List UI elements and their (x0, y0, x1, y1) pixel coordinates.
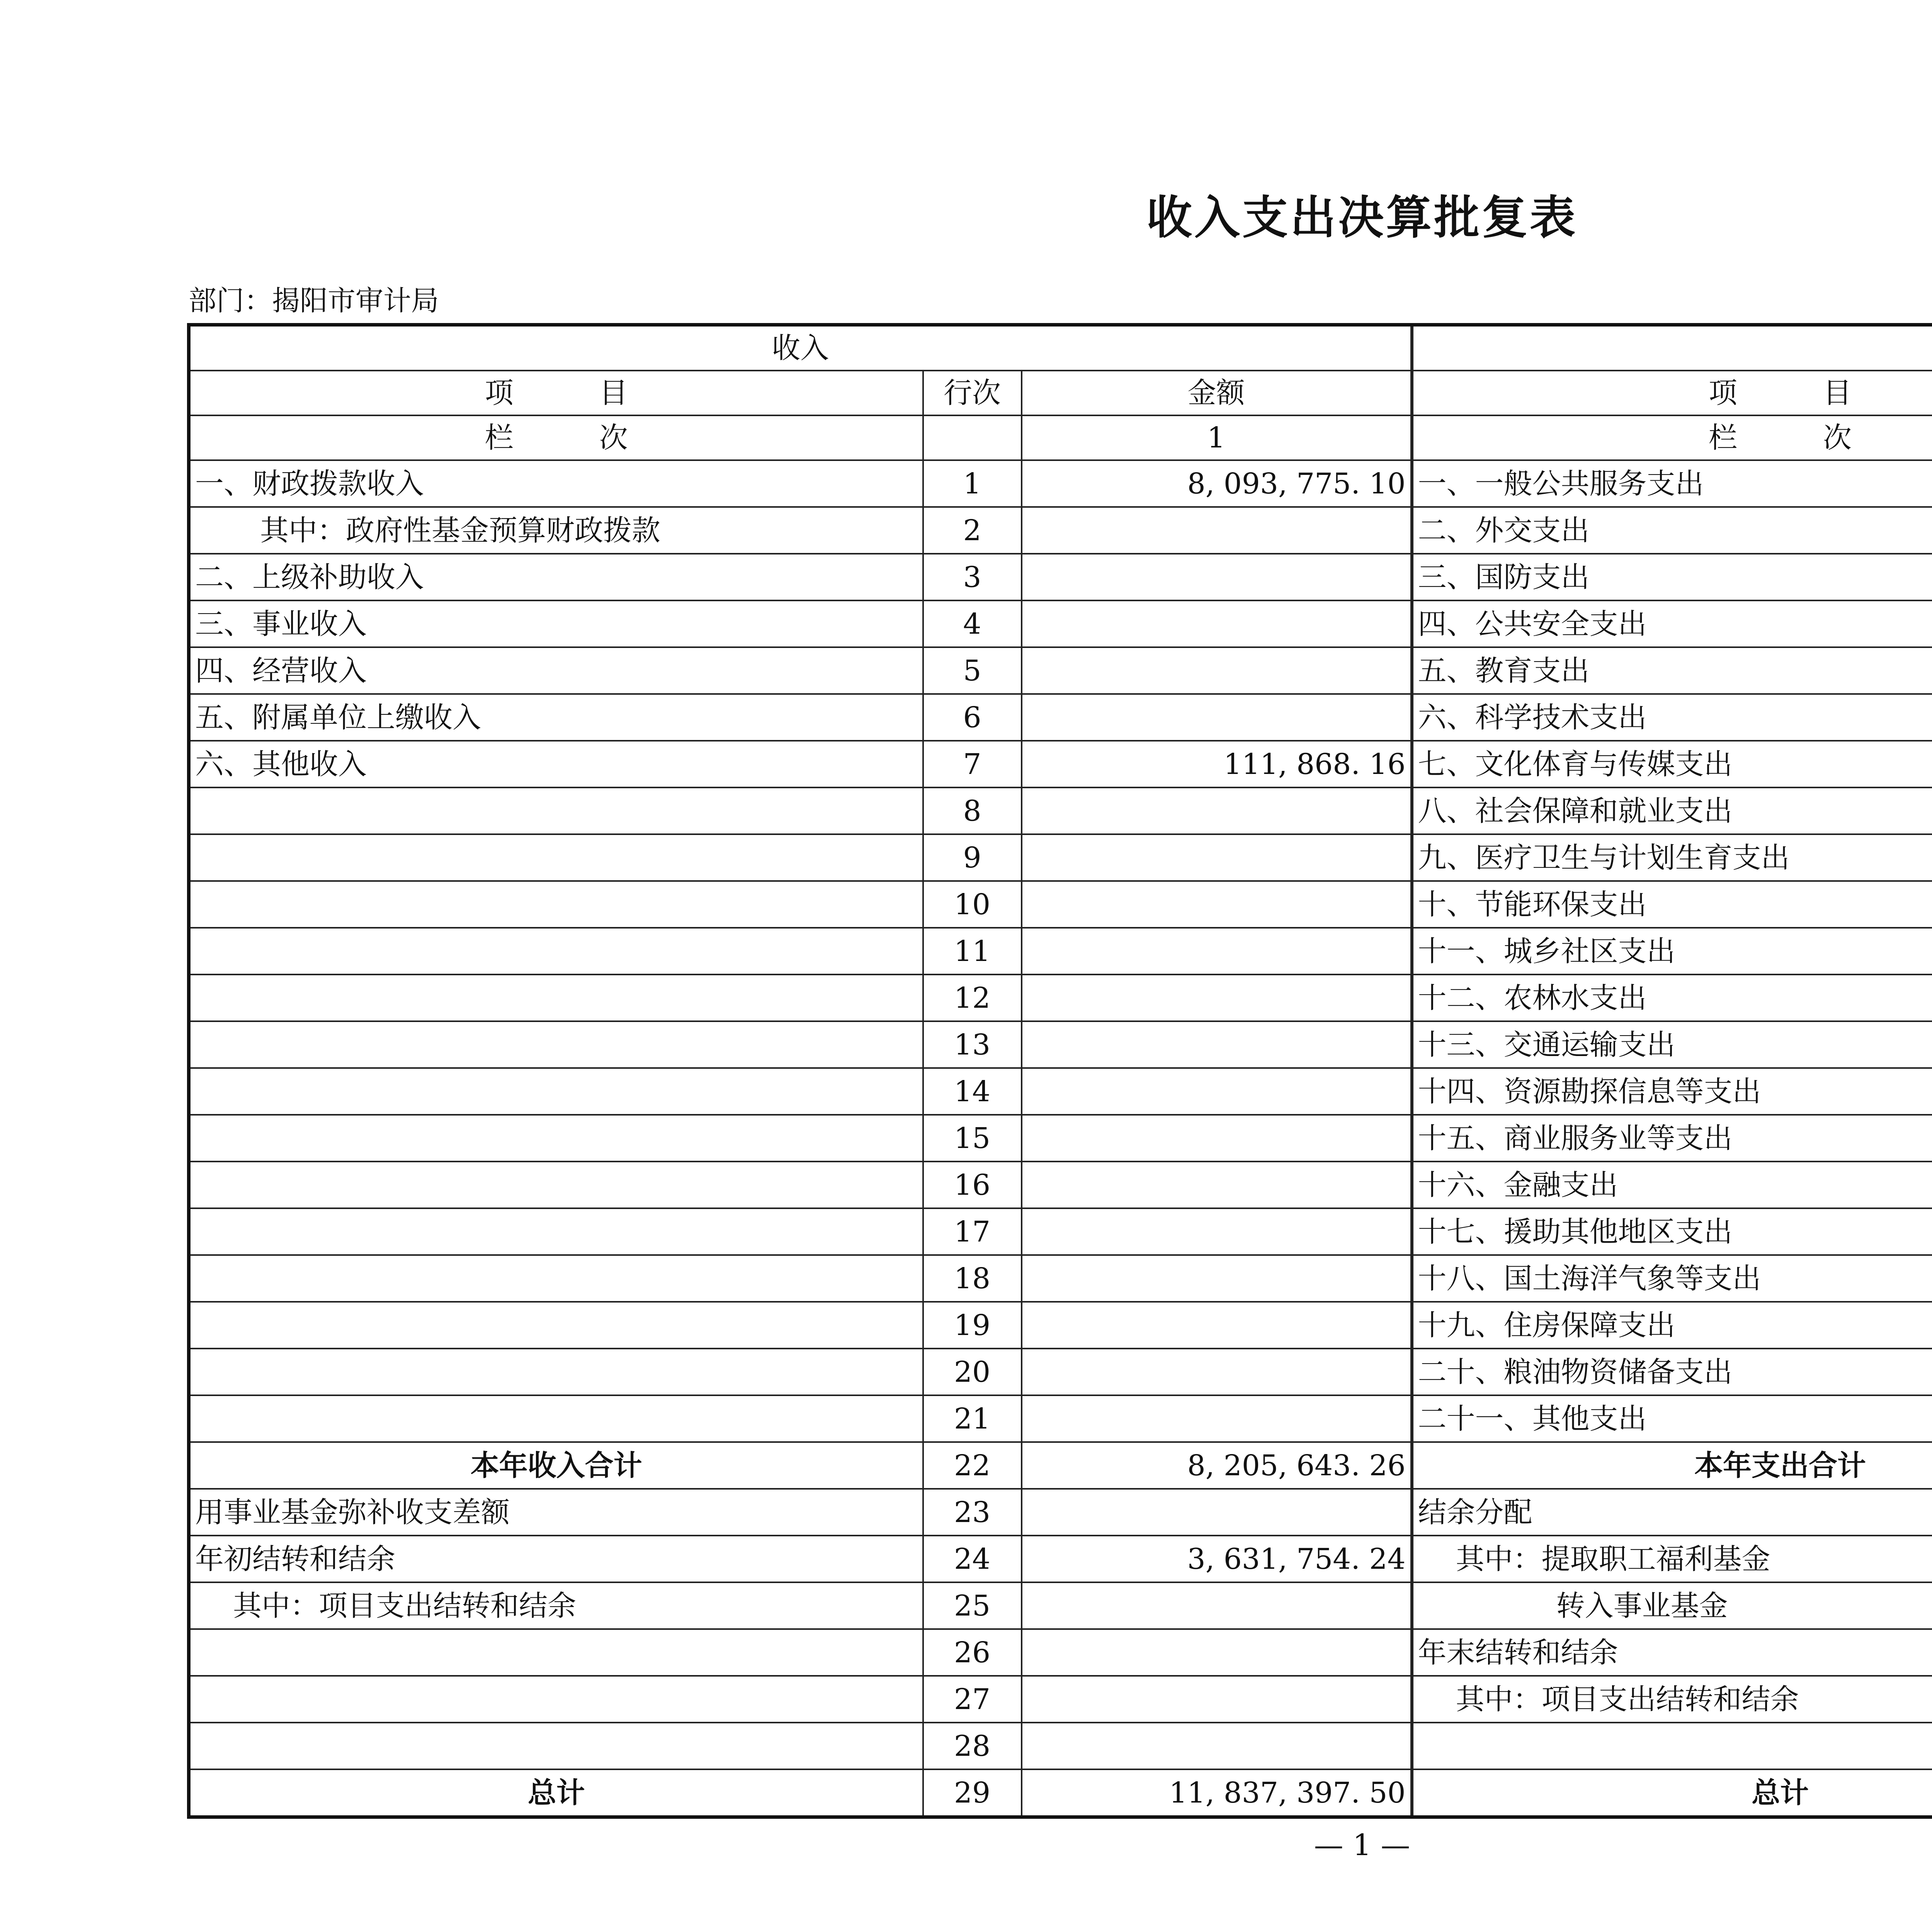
income-line-cell: 6 (923, 694, 1022, 741)
expense-item-cell: 六、科学技术支出 (1412, 694, 1932, 741)
table-row (189, 1489, 1932, 1536)
income-item-cell: 二、上级补助收入 (189, 554, 923, 600)
income-line-cell: 5 (923, 647, 1022, 694)
expense-item-cell: 十六、金融支出 (1412, 1162, 1932, 1208)
income-item-cell (189, 1629, 923, 1676)
income-amount-cell: 111, 868. 16 (1022, 741, 1412, 787)
income-line-cell: 12 (923, 975, 1022, 1021)
expense-item-cell: 结余分配 (1412, 1489, 1932, 1536)
income-line-cell: 3 (923, 554, 1022, 600)
page-number: — 1 — (1314, 1828, 1410, 1862)
income-item-cell: 其中：政府性基金预算财政拨款 (189, 507, 923, 554)
income-amount-cell (1022, 1395, 1412, 1442)
income-amount-cell (1022, 881, 1412, 928)
expense-section-header (1412, 325, 1932, 371)
column-header-row (189, 371, 1932, 415)
income-amount-cell: 11, 837, 397. 50 (1022, 1769, 1412, 1817)
table-row (189, 1115, 1932, 1162)
income-item-cell (189, 787, 923, 834)
income-item-header: 项 目 (189, 371, 923, 415)
column-number-row (189, 415, 1932, 460)
budget-table (187, 323, 1932, 1819)
income-amount-cell: 8, 205, 643. 26 (1022, 1442, 1412, 1489)
table-row (189, 787, 1932, 834)
expense-item-cell: 二十一、其他支出 (1412, 1395, 1932, 1442)
income-line-cell: 16 (923, 1162, 1022, 1208)
table-row (189, 1349, 1932, 1395)
expense-item-header: 项 目 (1412, 371, 1932, 415)
expense-item-cell: 其中：提取职工福利基金 (1412, 1536, 1932, 1582)
income-amount-cell (1022, 787, 1412, 834)
income-item-cell (189, 1021, 923, 1068)
income-item-cell (189, 1395, 923, 1442)
table-row (189, 1068, 1932, 1115)
income-line-cell: 25 (923, 1582, 1022, 1629)
income-item-cell: 总计 (189, 1769, 923, 1817)
table-row (189, 600, 1932, 647)
income-line-cell: 8 (923, 787, 1022, 834)
income-item-cell (189, 881, 923, 928)
income-column-number: 1 (1022, 415, 1412, 460)
income-amount-cell (1022, 975, 1412, 1021)
table-row (189, 1629, 1932, 1676)
income-amount-cell (1022, 554, 1412, 600)
income-amount-cell (1022, 647, 1412, 694)
income-amount-cell (1022, 1582, 1412, 1629)
income-column-line-empty (923, 415, 1022, 460)
table-row (189, 1302, 1932, 1349)
expense-item-cell: 八、社会保障和就业支出 (1412, 787, 1932, 834)
income-line-cell: 11 (923, 928, 1022, 975)
table-row (189, 460, 1932, 507)
table-row (189, 1536, 1932, 1582)
table-row (189, 1395, 1932, 1442)
expense-item-cell: 十一、城乡社区支出 (1412, 928, 1932, 975)
income-line-cell: 4 (923, 600, 1022, 647)
income-item-cell (189, 928, 923, 975)
table-row (189, 975, 1932, 1021)
table-row (189, 1208, 1932, 1255)
expense-item-cell: 五、教育支出 (1412, 647, 1932, 694)
expense-item-cell: 三、国防支出 (1412, 554, 1932, 600)
department-label: 部门：揭阳市审计局 (189, 284, 439, 317)
table-row (189, 834, 1932, 881)
income-amount-cell (1022, 1489, 1412, 1536)
income-line-header: 行次 (923, 371, 1022, 415)
expense-item-cell: 一、一般公共服务支出 (1412, 460, 1932, 507)
income-item-cell: 四、经营收入 (189, 647, 923, 694)
income-line-cell: 19 (923, 1302, 1022, 1349)
table-row (189, 1021, 1932, 1068)
income-item-cell (189, 1349, 923, 1395)
table-row (189, 1769, 1932, 1817)
income-line-cell: 22 (923, 1442, 1022, 1489)
income-item-cell (189, 1676, 923, 1723)
income-item-cell: 本年收入合计 (189, 1442, 923, 1489)
income-amount-cell (1022, 1255, 1412, 1302)
income-amount-cell (1022, 507, 1412, 554)
income-item-cell (189, 1208, 923, 1255)
expense-item-cell: 转入事业基金 (1412, 1582, 1932, 1629)
income-amount-cell (1022, 834, 1412, 881)
table-row (189, 1442, 1932, 1489)
income-item-cell: 五、附属单位上缴收入 (189, 694, 923, 741)
expense-item-cell: 十八、国土海洋气象等支出 (1412, 1255, 1932, 1302)
expense-item-cell: 十三、交通运输支出 (1412, 1021, 1932, 1068)
income-line-cell: 28 (923, 1723, 1022, 1769)
income-amount-cell (1022, 1021, 1412, 1068)
income-item-cell: 用事业基金弥补收支差额 (189, 1489, 923, 1536)
income-line-cell: 13 (923, 1021, 1022, 1068)
income-line-cell: 27 (923, 1676, 1022, 1723)
income-item-cell (189, 1115, 923, 1162)
income-column-row-label: 栏 次 (189, 415, 923, 460)
income-line-cell: 1 (923, 460, 1022, 507)
expense-item-cell: 十、节能环保支出 (1412, 881, 1932, 928)
table-row (189, 1723, 1932, 1769)
income-amount-cell (1022, 1068, 1412, 1115)
income-line-cell: 15 (923, 1115, 1022, 1162)
expense-item-cell: 七、文化体育与传媒支出 (1412, 741, 1932, 787)
income-line-cell: 29 (923, 1769, 1022, 1817)
income-line-cell: 20 (923, 1349, 1022, 1395)
table-row (189, 928, 1932, 975)
income-item-cell (189, 1255, 923, 1302)
income-line-cell: 10 (923, 881, 1022, 928)
income-line-cell: 18 (923, 1255, 1022, 1302)
income-line-cell: 24 (923, 1536, 1022, 1582)
expense-item-cell: 二、外交支出 (1412, 507, 1932, 554)
expense-column-row-label: 栏 次 (1412, 415, 1932, 460)
income-item-cell: 三、事业收入 (189, 600, 923, 647)
income-line-cell: 21 (923, 1395, 1022, 1442)
income-item-cell (189, 975, 923, 1021)
section-header-row (189, 325, 1932, 371)
income-line-cell: 26 (923, 1629, 1022, 1676)
income-line-cell: 17 (923, 1208, 1022, 1255)
income-item-cell: 年初结转和结余 (189, 1536, 923, 1582)
income-amount-cell (1022, 694, 1412, 741)
expense-item-cell: 总计 (1412, 1769, 1932, 1817)
income-item-cell (189, 1723, 923, 1769)
income-item-cell (189, 1302, 923, 1349)
expense-item-cell: 十七、援助其他地区支出 (1412, 1208, 1932, 1255)
income-item-cell: 一、财政拨款收入 (189, 460, 923, 507)
income-amount-cell (1022, 600, 1412, 647)
income-amount-cell (1022, 1208, 1412, 1255)
income-item-cell (189, 1068, 923, 1115)
income-amount-cell (1022, 1349, 1412, 1395)
table-row (189, 1582, 1932, 1629)
table-row (189, 554, 1932, 600)
income-amount-cell (1022, 1629, 1412, 1676)
table-row (189, 741, 1932, 787)
income-item-cell (189, 1162, 923, 1208)
income-amount-cell (1022, 1115, 1412, 1162)
expense-item-cell: 十五、商业服务业等支出 (1412, 1115, 1932, 1162)
income-item-cell: 其中：项目支出结转和结余 (189, 1582, 923, 1629)
expense-item-cell: 其中：项目支出结转和结余 (1412, 1676, 1932, 1723)
income-line-cell: 7 (923, 741, 1022, 787)
expense-item-cell: 四、公共安全支出 (1412, 600, 1932, 647)
table-row (189, 694, 1932, 741)
expense-item-cell: 十二、农林水支出 (1412, 975, 1932, 1021)
expense-item-cell: 二十、粮油物资储备支出 (1412, 1349, 1932, 1395)
income-amount-cell (1022, 1302, 1412, 1349)
income-amount-cell (1022, 1162, 1412, 1208)
income-amount-cell (1022, 928, 1412, 975)
expense-item-cell: 本年支出合计 (1412, 1442, 1932, 1489)
income-item-cell: 六、其他收入 (189, 741, 923, 787)
table-row (189, 507, 1932, 554)
expense-item-cell: 十九、住房保障支出 (1412, 1302, 1932, 1349)
income-line-cell: 23 (923, 1489, 1022, 1536)
income-section-header: 收入 (189, 325, 1412, 371)
income-amount-cell (1022, 1723, 1412, 1769)
income-line-cell: 9 (923, 834, 1022, 881)
table-row (189, 1162, 1932, 1208)
income-amount-cell (1022, 1676, 1412, 1723)
expense-item-cell: 九、医疗卫生与计划生育支出 (1412, 834, 1932, 881)
table-row (189, 1255, 1932, 1302)
income-line-cell: 2 (923, 507, 1022, 554)
expense-item-cell: 年末结转和结余 (1412, 1629, 1932, 1676)
income-amount-cell: 3, 631, 754. 24 (1022, 1536, 1412, 1582)
income-amount-header: 金额 (1022, 371, 1412, 415)
expense-item-cell: 十四、资源勘探信息等支出 (1412, 1068, 1932, 1115)
income-amount-cell: 8, 093, 775. 10 (1022, 460, 1412, 507)
table-row (189, 1676, 1932, 1723)
page-title: 收入支出决算批复表 (1146, 191, 1578, 244)
table-row (189, 881, 1932, 928)
income-item-cell (189, 834, 923, 881)
table-row (189, 647, 1932, 694)
expense-item-cell (1412, 1723, 1932, 1769)
income-line-cell: 14 (923, 1068, 1022, 1115)
